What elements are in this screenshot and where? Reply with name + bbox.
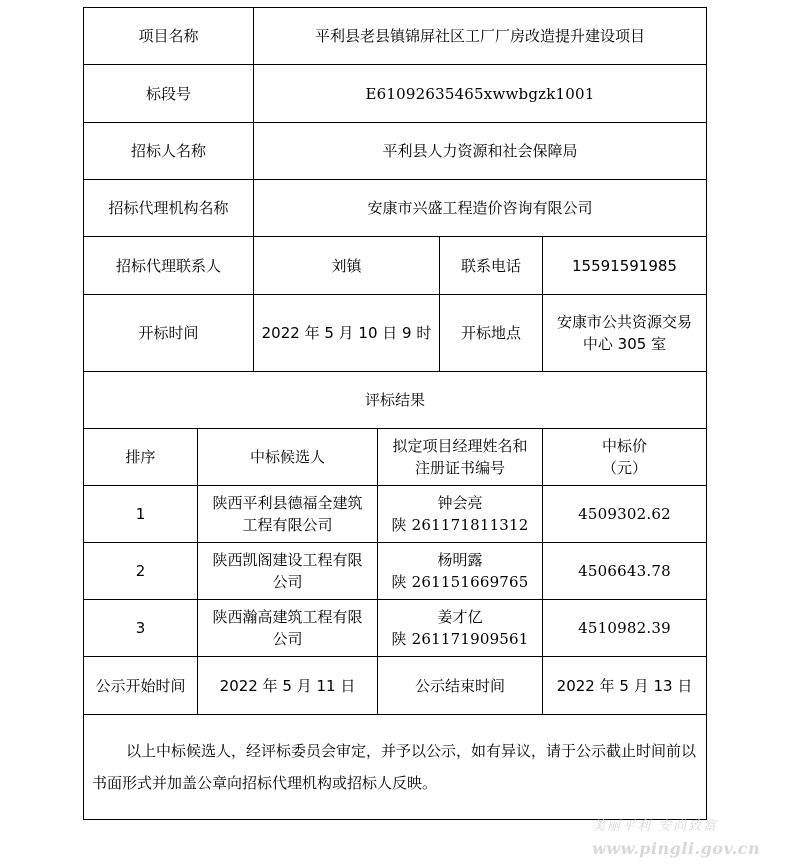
- row-manager: [378, 543, 543, 600]
- header-candidate: 中标候选人: [198, 429, 378, 486]
- manager-cert: 陕 261151669765: [391, 573, 529, 591]
- contact-value: 刘镇: [254, 237, 440, 295]
- header-price: [543, 429, 706, 486]
- header-price-line1: 中标价: [601, 437, 647, 455]
- project-name-value: 平利县老县镇锦屏社区工厂厂房改造提升建设项目: [254, 8, 706, 65]
- manager-name: 钟会亮: [437, 494, 483, 512]
- candidate-line2: 工程有限公司: [242, 516, 333, 534]
- notice-text: 以上中标候选人，经评标委员会审定，并予以公示，如有异议，请于公示截止时间前以书面形式并加盖公章向招标代理机构或招标人反映。: [92, 742, 697, 792]
- row-candidate: [198, 486, 378, 543]
- header-price-line2: （元）: [601, 459, 647, 477]
- open-place-line2: 中心 305 室: [582, 335, 667, 353]
- candidate-line1: 陕西平利县德福全建筑: [212, 494, 363, 512]
- row-manager: [378, 486, 543, 543]
- bid-result-table: [83, 7, 707, 820]
- row-price: 4510982.39: [543, 600, 706, 657]
- results-title: 评标结果: [84, 372, 706, 429]
- site-watermark: [592, 816, 782, 860]
- row-rank: 3: [84, 600, 198, 657]
- candidate-line1: 陕西凯阁建设工程有限: [212, 551, 363, 569]
- agency-value: 安康市兴盛工程造价咨询有限公司: [254, 180, 706, 237]
- phone-label: 联系电话: [440, 237, 543, 295]
- manager-cert: 陕 261171909561: [391, 630, 529, 648]
- section-value: E61092635465xwwbgzk1001: [254, 65, 706, 123]
- agency-label: 招标代理机构名称: [84, 180, 254, 237]
- row-price: 4506643.78: [543, 543, 706, 600]
- row-candidate: [198, 600, 378, 657]
- manager-cert: 陕 261171811312: [391, 516, 529, 534]
- row-candidate: [198, 543, 378, 600]
- tenderer-label: 招标人名称: [84, 123, 254, 180]
- contact-label: 招标代理联系人: [84, 237, 254, 295]
- open-time-value: 2022 年 5 月 10 日 9 时: [254, 295, 440, 372]
- open-place-value: [543, 295, 706, 372]
- watermark-slogan: 美丽平利 安尚致富: [592, 819, 719, 834]
- publicity-end-value: 2022 年 5 月 13 日: [543, 657, 706, 715]
- tenderer-value: 平利县人力资源和社会保障局: [254, 123, 706, 180]
- row-price: 4509302.62: [543, 486, 706, 543]
- section-label: 标段号: [84, 65, 254, 123]
- publicity-end-label: 公示结束时间: [378, 657, 543, 715]
- row-rank: 1: [84, 486, 198, 543]
- header-manager: [378, 429, 543, 486]
- manager-name: 姜才亿: [437, 608, 483, 626]
- publicity-start-label: 公示开始时间: [84, 657, 198, 715]
- watermark-url: www.pingli.gov.cn: [592, 839, 761, 858]
- candidate-line2: 公司: [272, 573, 303, 591]
- row-manager: [378, 600, 543, 657]
- project-name-label: 项目名称: [84, 8, 254, 65]
- header-rank: 排序: [84, 429, 198, 486]
- header-manager-line1: 拟定项目经理姓名和: [392, 437, 528, 455]
- candidate-line2: 公司: [272, 630, 303, 648]
- open-place-label: 开标地点: [440, 295, 543, 372]
- candidate-line1: 陕西瀚高建筑工程有限: [212, 608, 363, 626]
- row-rank: 2: [84, 543, 198, 600]
- publicity-start-value: 2022 年 5 月 11 日: [198, 657, 378, 715]
- header-manager-line2: 注册证书编号: [414, 459, 505, 477]
- phone-value: 15591591985: [543, 237, 706, 295]
- open-place-line1: 安康市公共资源交易: [556, 313, 692, 331]
- open-time-label: 开标时间: [84, 295, 254, 372]
- manager-name: 杨明露: [437, 551, 483, 569]
